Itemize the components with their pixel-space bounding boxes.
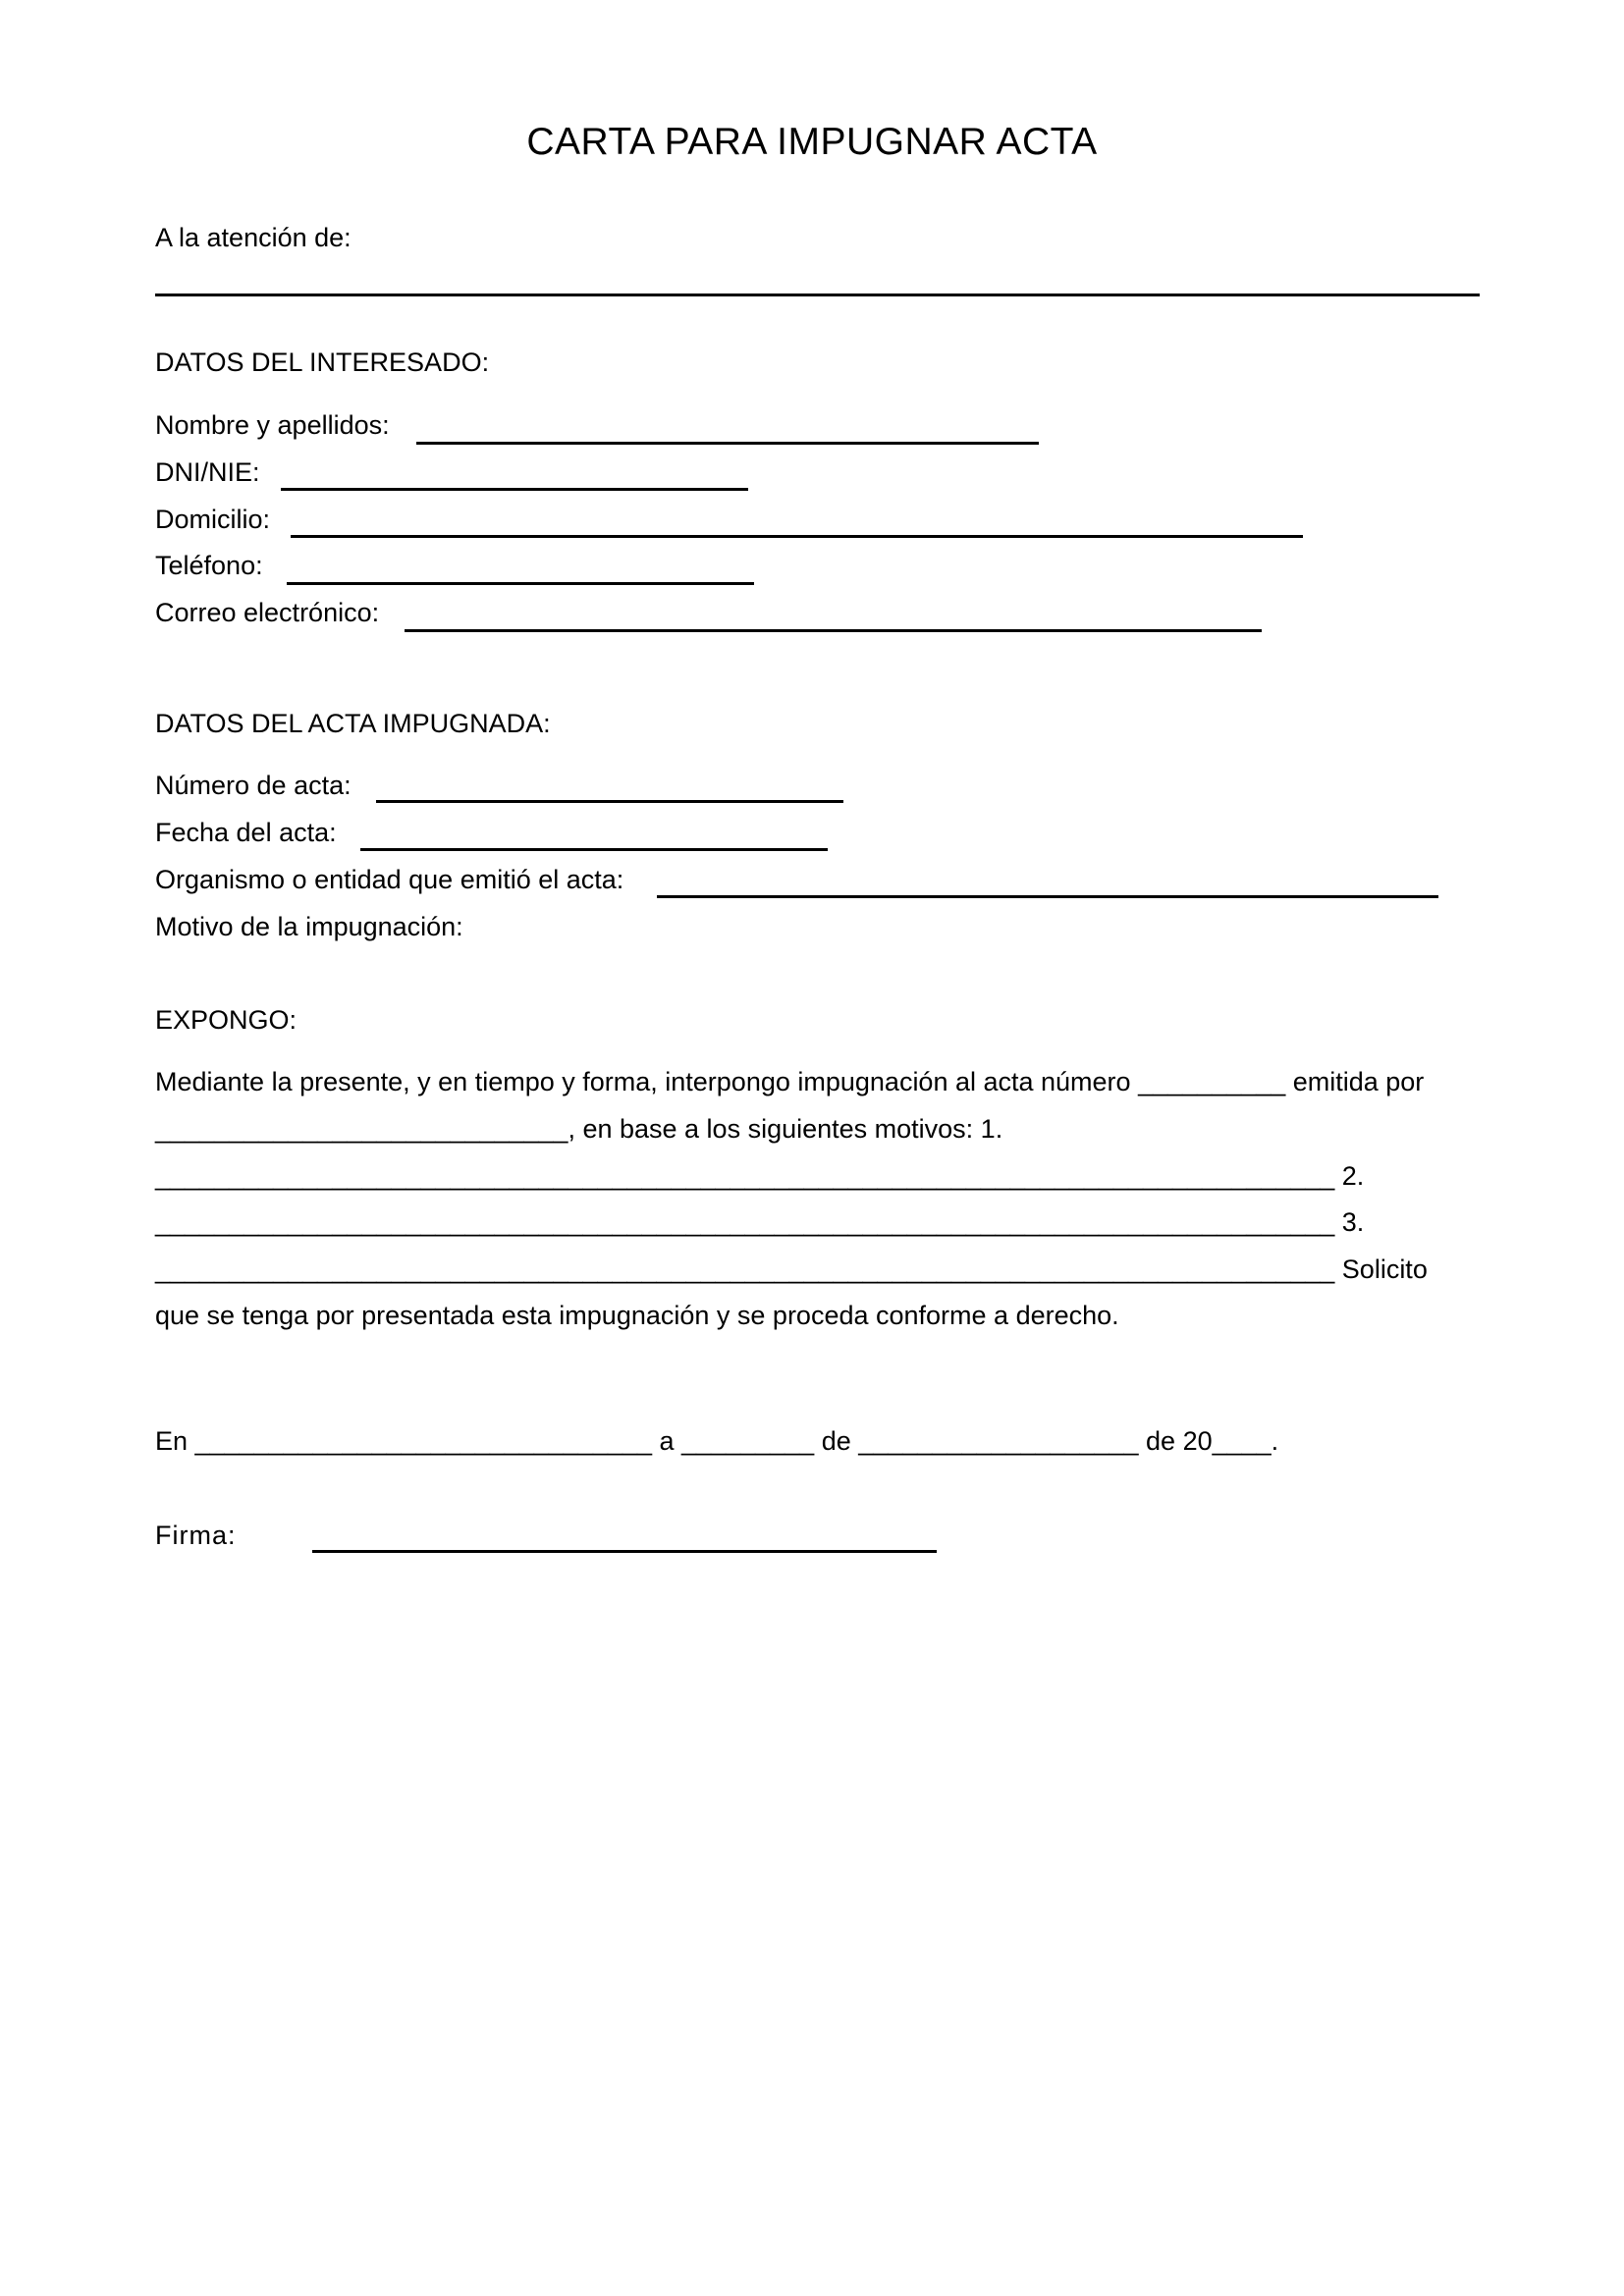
document-title: CARTA PARA IMPUGNAR ACTA — [526, 121, 1098, 163]
fecha-acta-field-line[interactable] — [360, 848, 828, 851]
dni-label: DNI/NIE: — [155, 457, 260, 487]
expongo-line: Mediante la presente, y en tiempo y forma, interpongo impugnación al acta número __________ emitida por — [155, 1067, 1425, 1096]
correo-label: Correo electrónico: — [155, 598, 380, 627]
expongo-line: ________________________________________________________________________________ 2. — [155, 1161, 1365, 1191]
organismo-field-line[interactable] — [657, 895, 1438, 898]
fecha-acta-label: Fecha del acta: — [155, 818, 337, 847]
date-line: En _______________________________ a _________ de ___________________ de 20____. — [155, 1426, 1279, 1456]
telefono-label: Teléfono: — [155, 551, 263, 580]
dni-field-line[interactable] — [281, 488, 748, 491]
attention-label: A la atención de: — [155, 223, 352, 252]
telefono-field-line[interactable] — [287, 582, 754, 585]
expongo-line: que se tenga por presentada esta impugnación y se proceda conforme a derecho. — [155, 1301, 1119, 1330]
correo-field-line[interactable] — [405, 629, 1262, 632]
acta-heading: DATOS DEL ACTA IMPUGNADA: — [155, 709, 551, 738]
domicilio-field-line[interactable] — [291, 535, 1303, 538]
expongo-line: ________________________________________________________________________________ 3. — [155, 1207, 1365, 1237]
attention-field-line[interactable] — [155, 294, 1480, 296]
expongo-heading: EXPONGO: — [155, 1005, 298, 1035]
motivo-label: Motivo de la impugnación: — [155, 912, 463, 941]
expongo-line: ________________________________________________________________________________ Solicito — [155, 1255, 1428, 1284]
organismo-label: Organismo o entidad que emitió el acta: — [155, 865, 624, 894]
domicilio-label: Domicilio: — [155, 505, 271, 534]
firma-field-line[interactable] — [312, 1550, 937, 1553]
numero-acta-field-line[interactable] — [376, 800, 843, 803]
firma-label: Firma: — [155, 1521, 237, 1550]
nombre-label: Nombre y apellidos: — [155, 410, 390, 440]
nombre-field-line[interactable] — [416, 442, 1039, 445]
interesado-heading: DATOS DEL INTERESADO: — [155, 347, 490, 377]
numero-acta-label: Número de acta: — [155, 771, 352, 800]
expongo-line: ____________________________, en base a los siguientes motivos: 1. — [155, 1114, 1003, 1144]
